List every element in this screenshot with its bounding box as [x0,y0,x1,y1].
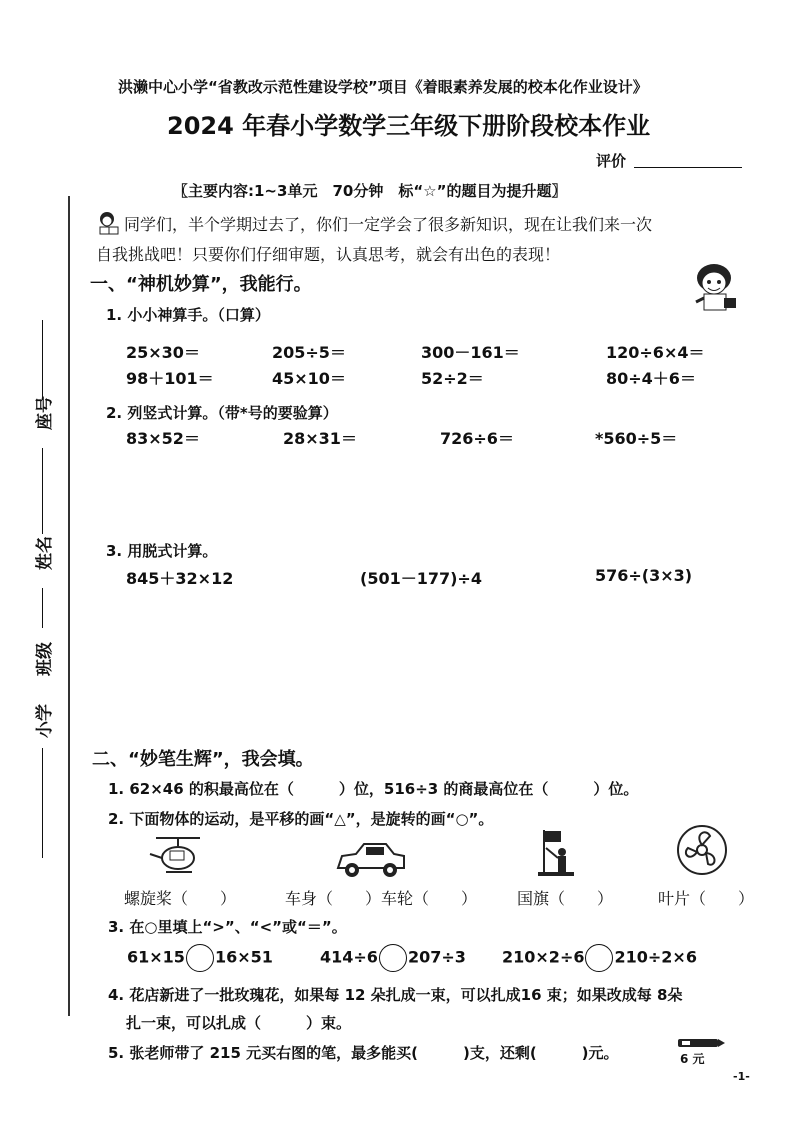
compare-3-left: 210×2÷6 [502,947,585,967]
project-line: 洪濑中心小学“省教改示范性建设学校”项目《着眼素养发展的校本化作业设计》 [118,78,648,96]
name-blank[interactable] [42,448,44,534]
s2-q2: 2. 下面物体的运动，是平移的画“△”，是旋转的画“○”。 [108,810,494,828]
compare-3-right: 210÷2×6 [614,947,697,967]
info-line: 〖主要内容:1~3单元 70分钟 标“☆”的题目为提升题〗 [173,182,567,200]
oral-2-1: 98＋101＝ [126,369,214,388]
compare-3-circle[interactable] [585,944,613,972]
q3-label: 3. 用脱式计算。 [106,542,218,560]
oral-2-4: 80÷4＋6＝ [606,369,696,388]
compare-1 [127,944,273,972]
stepwise-1: 845＋32×12 [126,569,234,588]
rating-blank[interactable] [634,167,742,168]
oral-1-4: 120÷6×4＝ [606,343,705,362]
q1-label: 1. 小小神算手。（口算） [106,306,270,324]
flag-raising-icon [536,828,576,878]
seat-label: 座号 [35,396,55,430]
blade-item[interactable]: 叶片（ ） [658,889,755,908]
oral-2-2: 45×10＝ [272,369,346,388]
school-label: 小学 [35,704,55,738]
pen-icon [676,1036,726,1050]
s2-q4-line2: 扎一束，可以扎成（ ）束。 [126,1014,352,1032]
page-title: 2024 年春小学数学三年级下册阶段校本作业 [167,112,651,140]
page-number: -1- [733,1070,750,1083]
section2-title: 二、“妙笔生辉”，我会填。 [92,749,314,770]
vertical-2: 28×31＝ [283,429,357,448]
seat-blank[interactable] [42,320,44,400]
school-blank[interactable] [42,748,44,858]
oral-2-3: 52÷2＝ [421,369,484,388]
oral-1-3: 300－161＝ [421,343,520,362]
pen-price: 6 元 [680,1052,705,1066]
class-blank[interactable] [42,588,44,628]
s2-q4-line1: 4. 花店新进了一批玫瑰花，如果每 12 朵扎成一束，可以扎成16 束；如果改成每 8朵 [108,986,683,1004]
oral-1-2: 205÷5＝ [272,343,346,362]
name-label: 姓名 [35,536,55,570]
s2-q3: 3. 在○里填上“>”、“<”或“＝”。 [108,918,347,936]
car-icon [334,840,408,880]
boy-mascot-icon [686,258,742,314]
flag-item[interactable]: 国旗（ ） [517,889,614,908]
girl-reader-icon [96,210,122,236]
s2-q5: 5. 张老师带了 215 元买右图的笔，最多能买( )支，还剩( )元。 [108,1044,619,1062]
intro-line-1: 同学们，半个学期过去了，你们一定学会了很多新知识，现在让我们来一次 [124,215,653,234]
propeller-item[interactable]: 螺旋桨（ ） [124,889,237,908]
compare-1-right: 16×51 [214,947,273,967]
class-label: 班级 [35,642,55,676]
s2-q1: 1. 62×46 的积最高位在（ ）位，516÷3 的商最高位在（ ）位。 [108,780,639,798]
stepwise-3: 576÷(3×3) [595,566,693,585]
compare-2 [320,944,466,972]
compare-2-right: 207÷3 [407,947,466,967]
car-item[interactable]: 车身（ ）车轮（ ） [285,889,478,908]
intro-line-2: 自我挑战吧！只要你们仔细审题，认真思考，就会有出色的表现！ [96,245,561,264]
compare-1-circle[interactable] [186,944,214,972]
q2-label: 2. 列竖式计算。（带*号的要验算） [106,404,338,422]
compare-1-left: 61×15 [127,947,185,967]
vertical-3: 726÷6＝ [440,429,514,448]
fan-icon [676,824,728,876]
section1-title: 一、“神机妙算”，我能行。 [90,274,312,295]
compare-2-circle[interactable] [379,944,407,972]
compare-3 [502,944,697,972]
stepwise-2: (501－177)÷4 [360,569,482,588]
helicopter-icon [148,834,208,878]
rating-label: 评价 [596,152,627,170]
vertical-4: *560÷5＝ [595,429,678,448]
compare-2-left: 414÷6 [320,947,378,967]
vertical-1: 83×52＝ [126,429,200,448]
binding-line [68,196,70,1016]
oral-1-1: 25×30＝ [126,343,200,362]
